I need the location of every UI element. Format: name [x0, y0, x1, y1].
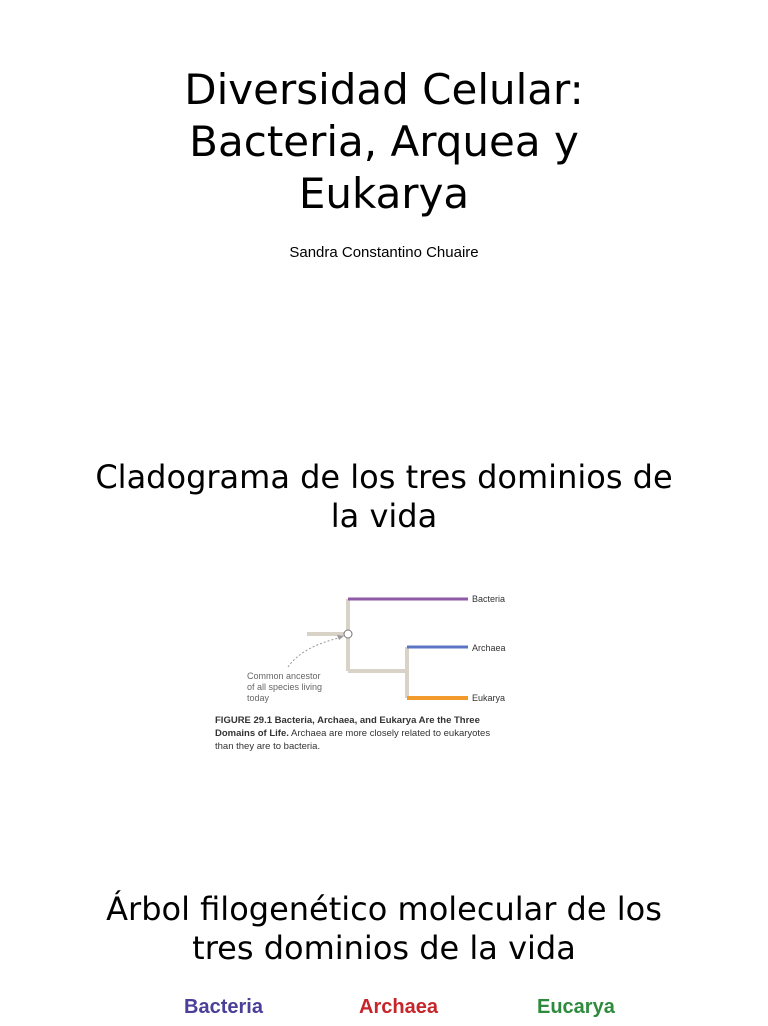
taxon-label: Archaea [472, 643, 506, 653]
caption-bold-part: Domains of Life. [215, 728, 289, 739]
ancestor-node [344, 630, 352, 638]
domain-label-bacteria: Bacteria [184, 996, 263, 1018]
taxon-label: Eukarya [472, 693, 506, 703]
title-line: Árbol filogenético molecular de los [106, 890, 662, 928]
title-line: tres dominios de la vida [192, 929, 576, 967]
slide-3-title [0, 890, 768, 968]
ancestor-label: of all species living [247, 682, 323, 692]
author-name: Sandra Constantino Chuaire [289, 244, 479, 261]
ancestor-label: Common ancestor [247, 671, 321, 681]
domain-labels [0, 996, 768, 1026]
title-line: Diversidad Celular: [184, 65, 584, 114]
taxon-label: Bacteria [472, 594, 506, 604]
domain-label-eucarya: Eucarya [537, 996, 615, 1018]
slide-2-title [0, 458, 768, 536]
slide-1-title [0, 64, 768, 220]
caption-rest: Archaea are more closely related to eukaryotes [288, 728, 491, 739]
figure-caption [215, 728, 490, 739]
title-line: Cladograma de los tres dominios de [95, 458, 673, 496]
title-line: Eukarya [298, 169, 470, 218]
title-line: Bacteria, Arquea y [189, 117, 579, 166]
cladogram-figure [210, 585, 540, 765]
ancestor-pointer [288, 637, 342, 667]
figure-caption: than they are to bacteria. [215, 741, 321, 752]
title-line: la vida [330, 497, 438, 535]
domain-label-archaea: Archaea [359, 996, 438, 1018]
figure-caption: FIGURE 29.1 Bacteria, Archaea, and Eukarya Are the Three [215, 715, 480, 726]
ancestor-label: today [247, 693, 270, 703]
